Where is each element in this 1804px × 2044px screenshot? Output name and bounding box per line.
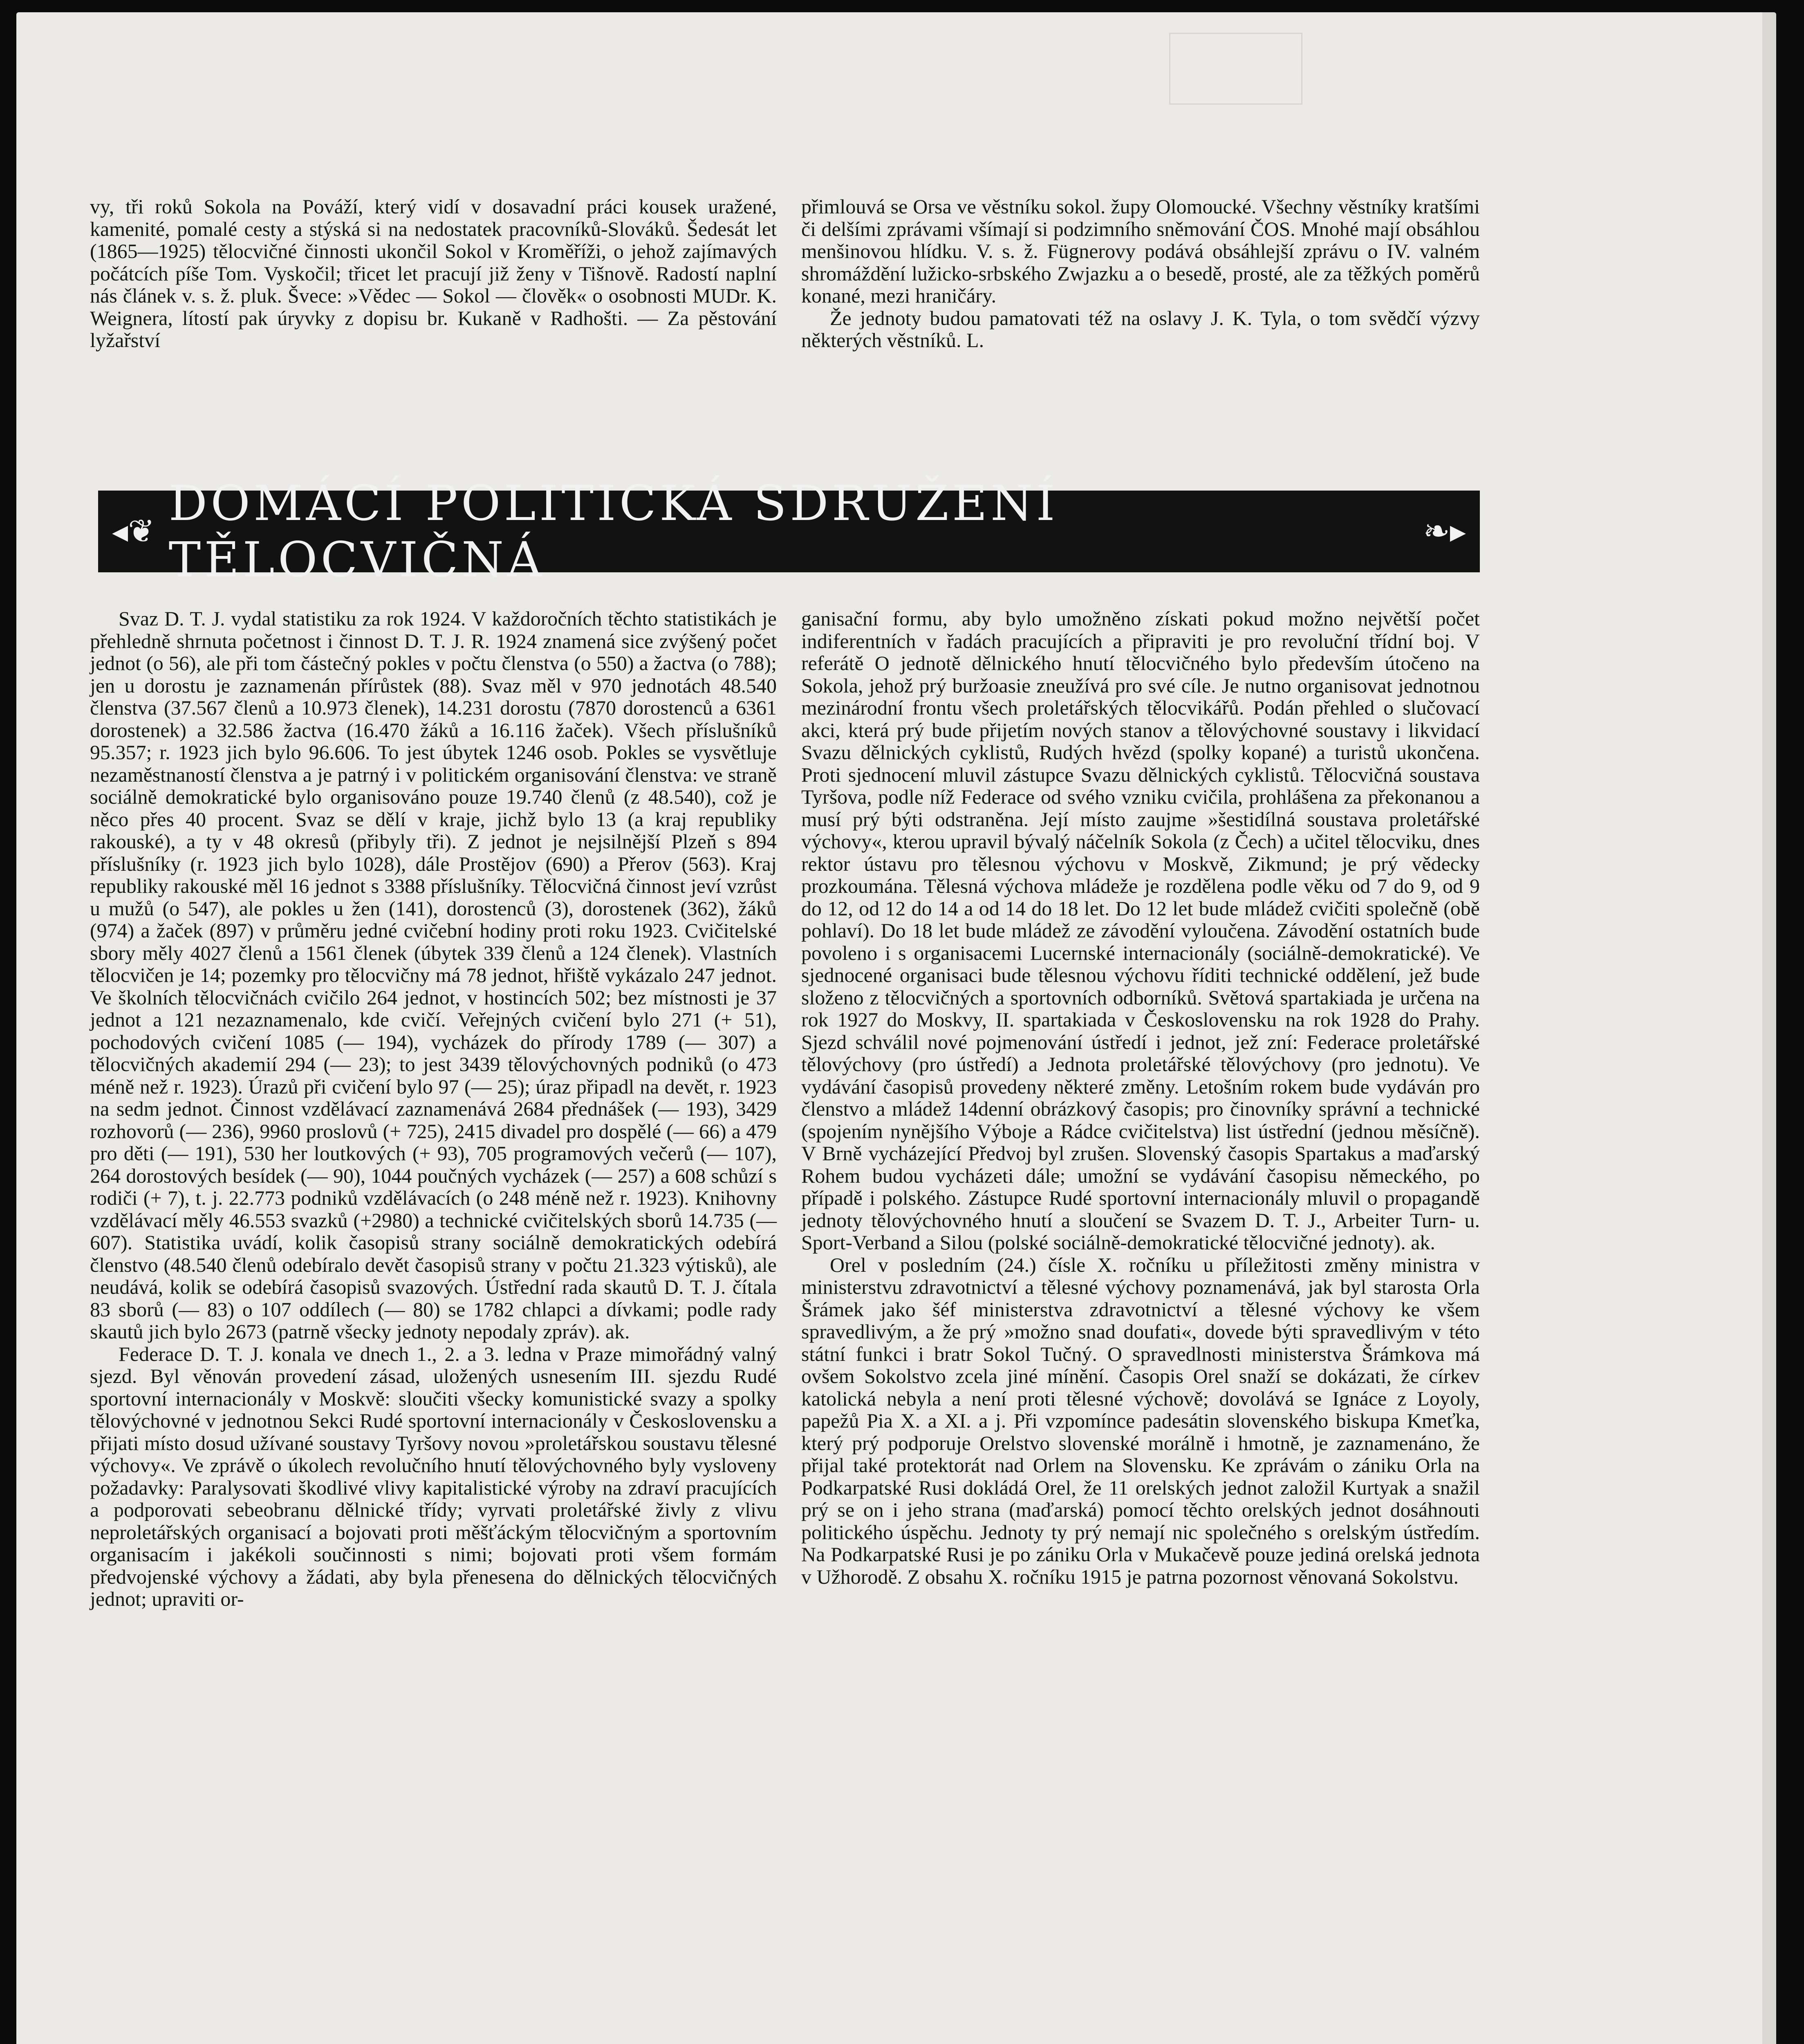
page-edge bbox=[1762, 12, 1776, 2044]
newspaper-page bbox=[16, 12, 1776, 2044]
main-left-column bbox=[90, 607, 777, 1610]
article-federace-continuation: ganisační formu, aby bylo umožněno získati pokud možno největší počet indiferentních v řadách pracujících a připraviti je pro revoluční třídní boj. V referátě O jednotě dělnického hnutí tělocvičného bylo především útočeno na Sokola, jehož prý buržoasie zneužívá pro své cíle. Je nutno organisovat jednotnou mezinárodní frontu všech proletářských tělocvikářů. Podán přehled o slučovací akci, která prý bude přijetím nových stanov a tělovýchovné soustavy i likvidací Svazu dělnických cyklistů, Rudých hvězd (spolky kopané) a turistů ukončena. Proti sjednocení mluvil zástupce Svazu dělnických cyklistů. Tělocvičná soustava Tyršova, podle níž Federace od svého vzniku cvičila, prohlášena za překonanou a musí prý býti odstraněna. Její místo zaujme »šestidílná soustava proletářské výchovy«, kterou upravil bývalý náčelník Sokola (z Čech) a učitel tělocviku, dnes rektor ústavu pro tělesnou výchovu v Moskvě, Zikmund; je prý vědecky prozkoumána. Tělesná výchova mládeže je rozdělena podle věku od 7 do 9, od 9 do 12, od 12 do 14 a od 14 do 18 let. Do 12 let bude mládež cvičiti společně (obě pohlaví). Do 18 let bude mládež ze závodění vyloučena. Závodění ostatních bude povoleno i s organisacemi Lucernské internacionály (sociálně-demokratické). Ve sjednocené organisaci bude tělesnou výchovu říditi technické oddělení, jež bude složeno z tělocvičných a sportovních odborníků. Světová spartakiada je určena na rok 1927 do Moskvy, II. spartakiada v Československu na rok 1928 do Prahy. Sjezd schválil nové pojmenování ústředí i jednot, jež zní: Federace proletářské tělovýchovy (pro ústředí) a Jednota proletářské tělovýchovy (pro jednotu). Ve vydávání časopisů provedeny některé změny. Letošním rokem bude vydáván pro členstvo a mládež 14denní obrázkový časopis; pro činovníky správní a technické (spojením nynějšího Výboje a Rádce cvičitelstva) list ústřední (jednou měsíčně). V Brně vycházející Předvoj byl zrušen. Slovenský časopis Spartakus a maďarský Rohem budou vycházeti dále; umožní se vydávání časopisu německého, po případě i polského. Zástupce Rudé sportovní internacionály mluvil o propagandě jednoty tělovýchovného hnutí a sloučení se Svazem D. T. J., Arbeiter Turn- u. Sport-Verband a Silou (polské sociálně-demokratické tělocvičné jednoty). ak. bbox=[801, 607, 1480, 1254]
article-paragraph: Že jednoty budou pamatovati též na oslavy J. K. Tyla, o tom svědčí výzvy některých věstníků. L. bbox=[801, 306, 1480, 352]
top-left-column bbox=[90, 195, 777, 352]
main-right-column bbox=[801, 607, 1480, 1588]
article-orel: Orel v posledním (24.) čísle X. ročníku u příležitosti změny ministra v ministerstvu zdravotnictví a tělesné výchovy poznamenává, jak byl starosta Orla Šrámek jako šéf ministerstva zdravotnictví a tělesné výchovy ke všem spravedlivým, a že prý »možno snad doufati«, dovede býti spravedlivým v této státní funkci i bratr Sokol Tučný. O spravedlnosti ministerstva Šrámkova má ovšem Sokolstvo zcela jiné mínění. Časopis Orel snaží se dokázati, že církev katolická nebyla a není proti tělesné výchově; dovolává se Ignáce z Loyoly, papežů Pia X. a XI. a j. Při vzpomínce padesátin slovenského biskupa Kmeťka, který prý podporuje Orelstvo slovenské morálně i hmotně, je zaznamenáno, že přijal také protektorát nad Orlem na Slovensku. Ke zprávám o zániku Orla na Podkarpatské Rusi dokládá Orel, že 11 orelských jednot založil Kurtyak a snažil prý se on i jeho strana (maďarská) pomocí těchto orelských jednot dosáhnouti politického úspěchu. Jednoty ty prý nemají nic společného s orelským ústředím. Na Podkarpatské Rusi je po zániku Orla v Mukačevě pouze jediná orelská jednota v Užhorodě. Z obsahu X. ročníku 1915 je patrna pozornost věnovaná Sokolstvu. bbox=[801, 1253, 1480, 1588]
section-banner bbox=[98, 475, 1480, 588]
top-right-column bbox=[801, 195, 1480, 352]
article-svaz-dtj: Svaz D. T. J. vydal statistiku za rok 1924. V každoročních těchto statistikách je přehledně shrnuta početnost i činnost D. T. J. R. 1924 znamená sice zvýšený počet jednot (o 56), ale při tom částečný pokles v počtu členstva (o 550) a žactva (o 788); jen u dorostu je zaznamenán přírůstek (88). Svaz měl v 970 jednotách 48.540 členstva (37.567 členů a 10.973 členek), 14.231 dorostu (7870 dorostenců a 6361 dorostenek) a 32.586 žactva (16.470 žáků a 16.116 žaček). Všech příslušníků 95.357; r. 1923 jich bylo 96.606. To jest úbytek 1246 osob. Pokles se vysvětluje nezaměstnaností členstva a je patrný i v politickém organisování členstva: ve straně sociálně demokratické bylo organisováno pouze 19.740 členů (z 48.540), což je něco přes 40 procent. Svaz se dělí v kraje, jichž bylo 13 (a kraj republiky rakouské), a ty v 48 okresů (přibyly tři). Z jednot je nejsilnější Plzeň s 894 příslušníky (r. 1923 jich bylo 1028), dále Prostějov (690) a Přerov (563). Kraj republiky rakouské měl 16 jednot s 3388 příslušníky. Tělocvičná činnost jeví vzrůst u mužů (o 547), ale pokles u žen (141), dorostenců (3), dorostenek (362), žáků (974) a žaček (897) v průměru jedné cvičební hodiny proti roku 1923. Cvičitelské sbory měly 4027 členů a 1561 členek (úbytek 339 členů a 124 členek). Vlastních tělocvičen je 14; pozemky pro tělocvičny má 78 jednot, hřiště vykázalo 247 jednot. Ve školních tělocvičnách cvičilo 264 jednot, v hostincích 502; bez místnosti je 37 jednot a 121 nezaznamenalo, kde cvičí. Veřejných cvičení bylo 271 (+ 51), pochodových cvičení 1085 (— 194), vycházek do přírody 1789 (— 307) a tělocvičných akademií 294 (— 23); to jest 3439 tělovýchovných podniků (o 473 méně než r. 1923). Úrazů při cvičení bylo 97 (— 25); úraz připadl na devět, r. 1923 na sedm jednot. Činnost vzdělávací zaznamenává 2684 přednášek (— 193), 3429 rozhovorů (— 236), 9960 proslovů (+ 725), 2415 divadel pro dospělé (— 66) a 479 pro děti (— 191), 530 her loutkových (+ 93), 705 programových večerů (— 107), 264 dorostových besídek (— 90), 1044 poučných vycházek (— 257) a 608 schůzí s rodiči (+ 7), t. j. 22.773 podniků vzdělávacích (o 248 méně než r. 1923). Knihovny vzdělávací měly 46.553 svazků (+2980) a technické cvičitelských sborů 14.735 (— 607). Statistika uvádí, kolik časopisů strany sociálně demokratických odebírá členstvo (48.540 členů odebíralo devět časopisů strany v počtu 21.323 výtisků), ale neudává, kolik se odebírá časopisů svazových. Ústřední rada skautů D. T. J. čítala 83 sborů (— 83) o 107 oddílech (— 80) se 1782 chlapci a dívkami; podle rady skautů jich bylo 2673 (patrně všecky jednoty nepodaly zpráv). ak. bbox=[90, 607, 777, 1343]
article-federace-dtj: Federace D. T. J. konala ve dnech 1., 2. a 3. ledna v Praze mimořádný valný sjezd. Byl věnován provedení zásad, uložených usnesením III. sjezdu Rudé sportovní internacionály v Moskvě: sloučiti všecky komunistické svazy a spolky tělovýchovné v jednotnou Sekci Rudé sportovní internacionály v Československu a přijati místo dosud užívané soustavy Tyršovy novou »proletářskou soustavu tělesné výchovy«. Ve zprávě o úkolech revolučního hnutí tělovýchovného byly vysloveny požadavky: Paralysovati škodlivé vlivy kapitalistické výroby na zdraví pracujících a podporovati sebeobranu dělnické třídy; vyrvati proletářské živly z vlivu neproletářských organisací a bojovati proti měšťáckým tělocvičným a sportovním organisacím i jakékoli součinnosti s nimi; bojovati proti všem formám předvojenské výchovy a žádati, aby byla přenesena do dělnických tělocvičných jednot; upraviti or- bbox=[90, 1342, 777, 1610]
article-continuation: vy, tři roků Sokola na Pováží, který vidí v dosavadní práci kousek uražené, kamenité, pomalé cesty a stýská si na nedostatek pracovníků-Slováků. Šedesát let (1865—1925) tělocvičné činnosti ukončil Sokol v Kroměříži, o jehož zajímavých počátcích píše Tom. Vyskočil; třicet let pracují již ženy v Tišnově. Radostí naplní nás článek v. s. ž. pluk. Švece: »Vědec — Sokol — člověk« o osobnosti MUDr. K. Weignera, lítostí pak úryvky z dopisu br. Kukaně v Radhošti. — Za pěstování lyžařství bbox=[90, 195, 777, 352]
section-title: DOMÁCÍ POLITICKÁ SDRUŽENÍ TĚLOCVIČNÁ bbox=[168, 475, 1058, 588]
paper-stain bbox=[1169, 33, 1302, 105]
article-continuation: přimlouvá se Orsa ve věstníku sokol. župy Olomoucké. Všechny věstníky kratšími či delšími zprávami všímají si podzimního sněmování ČOS. Mnohé mají obsáhlou menšinovou hlídku. V. s. ž. Fügnerovy podává obsáhlejší zprávu o IV. valném shromáždění lužicko-srbského Zwjazku a o besedě, prosté, ale za těžkých poměrů konané, mezi hraničáry. bbox=[801, 195, 1480, 307]
right-ornament-icon: ❧▸ bbox=[1423, 513, 1466, 550]
left-ornament-icon: ◂❦ bbox=[112, 513, 155, 550]
